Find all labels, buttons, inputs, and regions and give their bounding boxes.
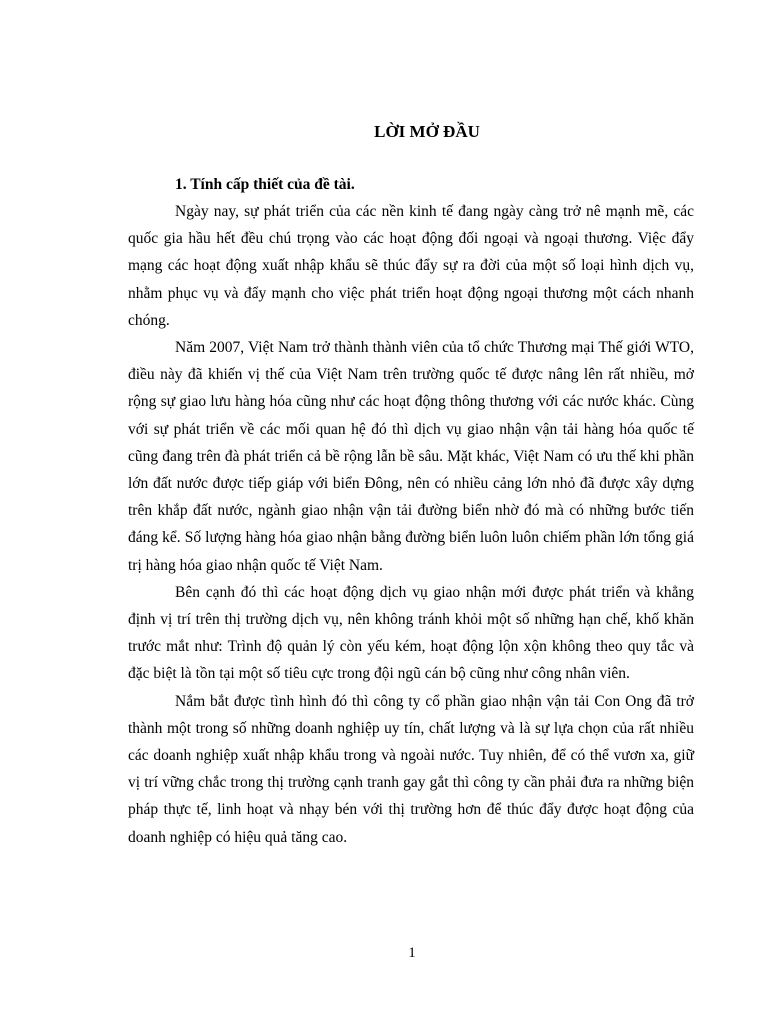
section-heading: 1. Tính cấp thiết của đề tài. (175, 176, 355, 193)
paragraph-3: Bên cạnh đó thì các hoạt động dịch vụ giao nhận mới được phát triển và khẳng định vị trí trên thị trường dịch vụ, nên không tránh khỏi một số những hạn chế, khố khăn trước mắt như: Trình độ quản lý còn yếu kém, hoạt động lộn xộn không theo quy tắc và đặc biệt là tồn tại một số tiêu cực trong đội ngũ cán bộ cũng như công nhân viên. (128, 583, 694, 683)
paragraph-4: Nắm bắt được tình hình đó thì công ty cổ phần giao nhận vận tải Con Ong đã trở thành một trong số những doanh nghiệp uy tín, chất lượng và là sự lựa chọn của rất nhiều các doanh nghiệp xuất nhập khẩu trong và ngoài nước. Tuy nhiên, để có thể vươn xa, giữ vị trí vững chắc trong thị trường cạnh tranh gay gắt thì công ty cần phải đưa ra những biện pháp thực tế, linh hoạt và nhạy bén với thị trường hơn để thúc đẩy được hoạt động của doanh nghiệp có hiệu quả tăng cao. (128, 692, 694, 846)
paragraph-1: Ngày nay, sự phát triển của các nền kinh tế đang ngày càng trở nê mạnh mẽ, các quốc gia hầu hết đều chú trọng vào các hoạt động đối ngoại và ngoại thương. Việc đẩy mạng các hoạt động xuất nhập khẩu sẽ thúc đẩy sự ra đời của một số loại hình dịch vụ, nhằm phục vụ và đẩy mạnh cho việc phát triển hoạt động ngoại thương một cách nhanh chóng. (128, 203, 694, 329)
document-title: LỜI MỞ ĐẦU (374, 122, 480, 141)
page-number: 1 (408, 945, 416, 961)
page-content (128, 116, 694, 851)
paragraph-2: Năm 2007, Việt Nam trở thành thành viên của tổ chức Thương mại Thế giới WTO, điều này đã khiến vị thế của Việt Nam trên trường quốc tế được nâng lên rất nhiều, mở rộng sự giao lưu hàng hóa cũng như các hoạt động thông thương với các nước khác. Cùng với sự phát triển về các mối quan hệ đó thì dịch vụ giao nhận vận tải hàng hóa quốc tế cũng đang trên đà phát triển cả bề rộng lẫn bề sâu. Mặt khác, Việt Nam có ưu thế khi phần lớn đất nước được tiếp giáp với biển Đông, nên có nhiều cảng lớn nhỏ đã được xây dựng trên khắp đất nước, ngành giao nhận vận tải đường biển nhờ đó mà có những bước tiến đáng kể. Số lượng hàng hóa giao nhận bằng đường biển luôn luôn chiếm phần lớn tổng giá trị hàng hóa giao nhận quốc tế Việt Nam. (128, 339, 694, 574)
